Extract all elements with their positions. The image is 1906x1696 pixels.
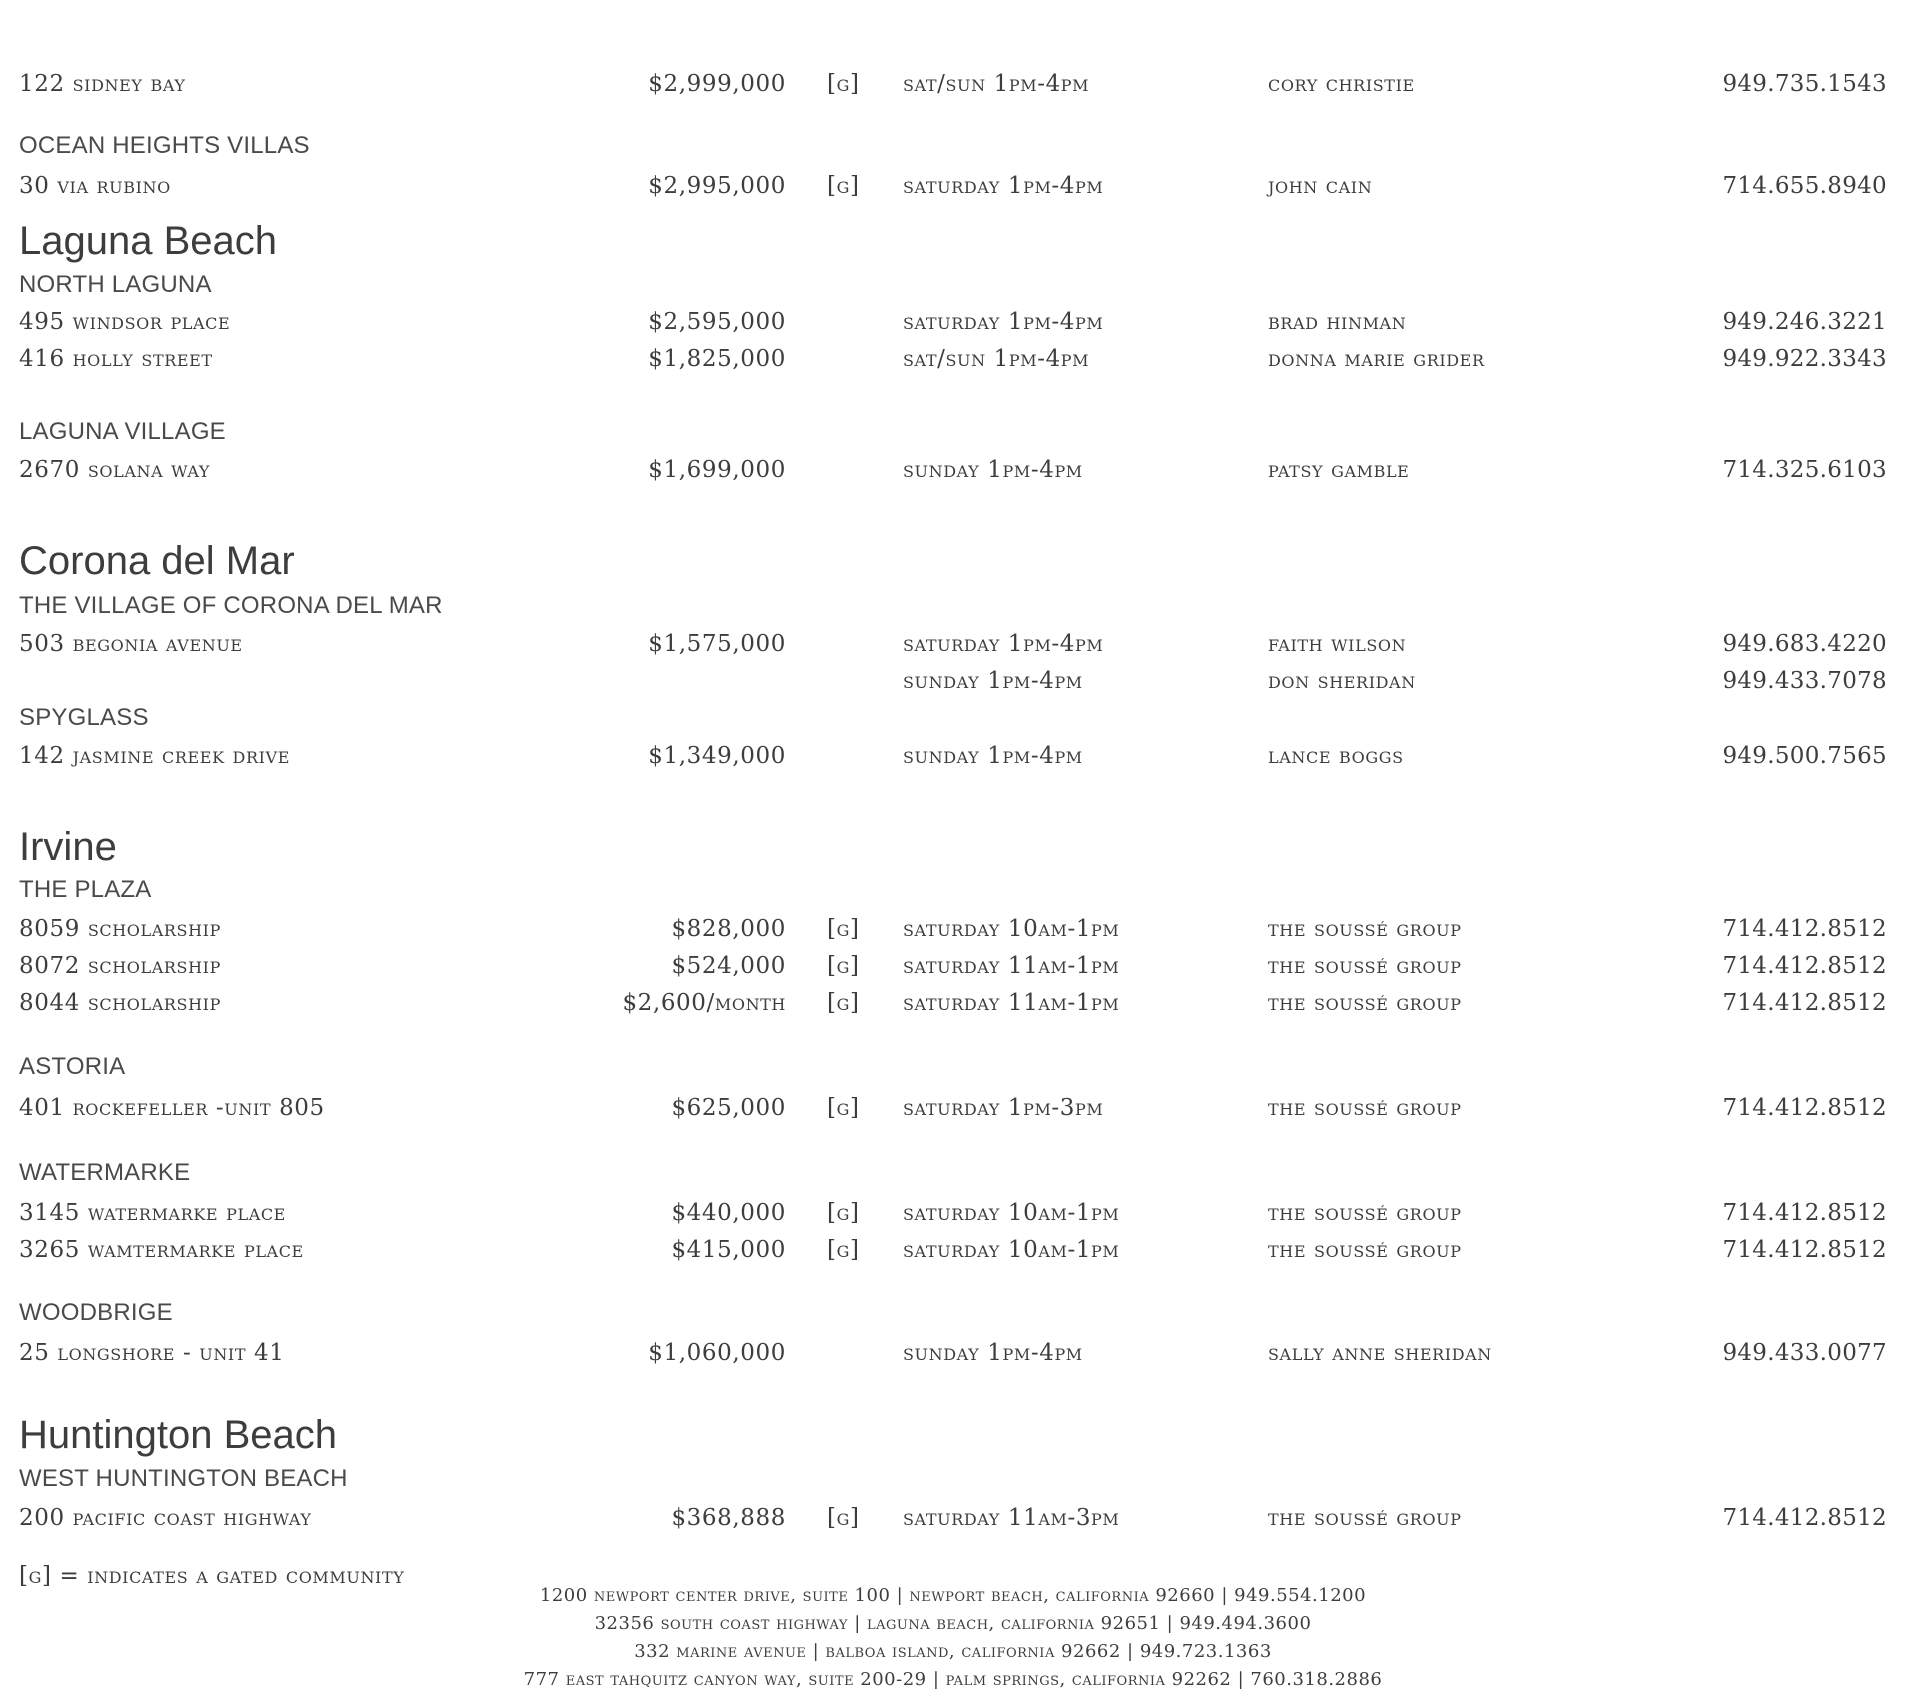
open-house-time: sunday 1pm-4pm xyxy=(903,457,1083,483)
listing-row xyxy=(0,946,1906,986)
listing-address: 503 begonia avenue xyxy=(19,631,243,657)
agent-phone: 949.500.7565 xyxy=(1722,743,1887,769)
agent-name: the soussé group xyxy=(1268,1095,1462,1121)
listing-row xyxy=(0,624,1906,664)
open-house-time: saturday 11am-1pm xyxy=(903,990,1120,1016)
neighborhood-label: WATERMARKE xyxy=(19,1159,191,1186)
agent-phone: 714.412.8512 xyxy=(1722,953,1887,979)
listing-row xyxy=(0,661,1906,701)
listing-row xyxy=(0,450,1906,490)
listing-row xyxy=(0,1193,1906,1233)
agent-phone: 949.433.7078 xyxy=(1722,668,1887,694)
agent-phone: 714.655.8940 xyxy=(1722,173,1887,199)
city-heading: Irvine xyxy=(19,825,117,869)
neighborhood-label: OCEAN HEIGHTS VILLAS xyxy=(19,132,310,159)
open-house-time: saturday 10am-1pm xyxy=(903,1237,1120,1263)
listing-address: 416 holly street xyxy=(19,346,213,372)
neighborhood-label: ASTORIA xyxy=(19,1053,126,1080)
open-house-time: sunday 1pm-4pm xyxy=(903,1340,1083,1366)
listing-address: 495 windsor place xyxy=(19,309,231,335)
open-house-time: sunday 1pm-4pm xyxy=(903,668,1083,694)
listing-row xyxy=(0,64,1906,104)
open-house-time: saturday 11am-3pm xyxy=(903,1505,1120,1531)
listing-address: 8072 scholarship xyxy=(19,953,221,979)
open-house-time: saturday 11am-1pm xyxy=(903,953,1120,979)
agent-phone: 714.412.8512 xyxy=(1722,1505,1887,1531)
agent-phone: 714.412.8512 xyxy=(1722,990,1887,1016)
agent-name: brad hinman xyxy=(1268,309,1407,335)
listing-row xyxy=(0,302,1906,342)
agent-phone: 714.325.6103 xyxy=(1722,457,1887,483)
open-house-time: saturday 10am-1pm xyxy=(903,1200,1120,1226)
agent-name: the soussé group xyxy=(1268,1237,1462,1263)
listing-price: $524,000 xyxy=(671,953,786,979)
city-heading: Laguna Beach xyxy=(19,219,278,263)
gated-marker: [g] xyxy=(827,1505,860,1531)
agent-phone: 949.246.3221 xyxy=(1722,309,1887,335)
listing-row xyxy=(0,339,1906,379)
listing-address: 30 via rubino xyxy=(19,173,171,199)
listing-address: 25 longshore - unit 41 xyxy=(19,1340,285,1366)
open-house-time: sunday 1pm-4pm xyxy=(903,743,1083,769)
agent-phone: 949.735.1543 xyxy=(1722,71,1887,97)
listing-address: 3265 wamtermarke place xyxy=(19,1237,304,1263)
listing-row xyxy=(0,983,1906,1023)
listing-price: $625,000 xyxy=(671,1095,786,1121)
office-address-line: 1200 newport center drive, suite 100 | newport beach, california 92660 | 949.554.1200 xyxy=(539,1585,1367,1606)
city-heading: Huntington Beach xyxy=(19,1413,338,1457)
office-address-line: 32356 south coast highway | laguna beach, california 92651 | 949.494.3600 xyxy=(594,1613,1312,1634)
agent-phone: 949.683.4220 xyxy=(1722,631,1887,657)
listing-row xyxy=(0,1498,1906,1538)
agent-phone: 949.922.3343 xyxy=(1722,346,1887,372)
open-house-time: sat/sun 1pm-4pm xyxy=(903,346,1090,372)
neighborhood-label: NORTH LAGUNA xyxy=(19,271,212,298)
open-house-time: sat/sun 1pm-4pm xyxy=(903,71,1090,97)
listing-price: $2,995,000 xyxy=(648,173,786,199)
gated-legend: [g] = indicates a gated community xyxy=(19,1563,405,1589)
city-heading: Corona del Mar xyxy=(19,539,295,583)
listing-price: $828,000 xyxy=(671,916,786,942)
agent-name: don sheridan xyxy=(1268,668,1416,694)
listing-price: $2,999,000 xyxy=(648,71,786,97)
listing-price: $2,595,000 xyxy=(648,309,786,335)
agent-name: donna marie grider xyxy=(1268,346,1485,372)
open-house-time: saturday 10am-1pm xyxy=(903,916,1120,942)
agent-name: lance boggs xyxy=(1268,743,1404,769)
agent-phone: 949.433.0077 xyxy=(1722,1340,1887,1366)
agent-phone: 714.412.8512 xyxy=(1722,916,1887,942)
listing-row xyxy=(0,1230,1906,1270)
gated-marker: [g] xyxy=(827,1095,860,1121)
listing-row xyxy=(0,1088,1906,1128)
open-house-time: saturday 1pm-4pm xyxy=(903,173,1104,199)
listing-price: $1,575,000 xyxy=(648,631,786,657)
agent-name: the soussé group xyxy=(1268,953,1462,979)
listing-price: $415,000 xyxy=(671,1237,786,1263)
agent-name: sally anne sheridan xyxy=(1268,1340,1492,1366)
listing-address: 200 pacific coast highway xyxy=(19,1505,312,1531)
agent-name: the soussé group xyxy=(1268,1200,1462,1226)
listing-address: 401 rockefeller -unit 805 xyxy=(19,1095,325,1121)
listing-row xyxy=(0,1333,1906,1373)
listing-address: 8059 scholarship xyxy=(19,916,221,942)
open-house-time: saturday 1pm-3pm xyxy=(903,1095,1104,1121)
gated-marker: [g] xyxy=(827,953,860,979)
agent-name: the soussé group xyxy=(1268,990,1462,1016)
agent-name: cory christie xyxy=(1268,71,1415,97)
listing-address: 8044 scholarship xyxy=(19,990,221,1016)
agent-phone: 714.412.8512 xyxy=(1722,1095,1887,1121)
listing-row xyxy=(0,909,1906,949)
agent-name: john cain xyxy=(1268,173,1373,199)
agent-phone: 714.412.8512 xyxy=(1722,1237,1887,1263)
listing-price: $1,699,000 xyxy=(648,457,786,483)
gated-marker: [g] xyxy=(827,916,860,942)
listing-address: 142 jasmine creek drive xyxy=(19,743,290,769)
listing-price: $368,888 xyxy=(671,1505,786,1531)
listing-price: $2,600/month xyxy=(622,990,786,1016)
office-address-line: 777 east tahquitz canyon way, suite 200-29 | palm springs, california 92262 | 760.318.2886 xyxy=(523,1669,1383,1690)
neighborhood-label: SPYGLASS xyxy=(19,704,149,731)
listing-price: $1,349,000 xyxy=(648,743,786,769)
agent-name: the soussé group xyxy=(1268,1505,1462,1531)
gated-marker: [g] xyxy=(827,173,860,199)
open-house-time: saturday 1pm-4pm xyxy=(903,631,1104,657)
gated-marker: [g] xyxy=(827,71,860,97)
agent-name: faith wilson xyxy=(1268,631,1407,657)
neighborhood-label: THE VILLAGE OF CORONA DEL MAR xyxy=(19,592,443,619)
listing-address: 122 sidney bay xyxy=(19,71,186,97)
listing-price: $1,060,000 xyxy=(648,1340,786,1366)
open-house-time: saturday 1pm-4pm xyxy=(903,309,1104,335)
listing-address: 3145 watermarke place xyxy=(19,1200,286,1226)
office-address-line: 332 marine avenue | balboa island, california 92662 | 949.723.1363 xyxy=(634,1641,1272,1662)
gated-marker: [g] xyxy=(827,990,860,1016)
agent-name: patsy gamble xyxy=(1268,457,1410,483)
gated-marker: [g] xyxy=(827,1237,860,1263)
listing-row xyxy=(0,166,1906,206)
neighborhood-label: THE PLAZA xyxy=(19,876,152,903)
listing-row xyxy=(0,736,1906,776)
neighborhood-label: WEST HUNTINGTON BEACH xyxy=(19,1465,348,1492)
neighborhood-label: WOODBRIGE xyxy=(19,1299,173,1326)
gated-marker: [g] xyxy=(827,1200,860,1226)
listing-price: $1,825,000 xyxy=(648,346,786,372)
listing-address: 2670 solana way xyxy=(19,457,211,483)
agent-name: the soussé group xyxy=(1268,916,1462,942)
listing-price: $440,000 xyxy=(671,1200,786,1226)
neighborhood-label: LAGUNA VILLAGE xyxy=(19,418,226,445)
agent-phone: 714.412.8512 xyxy=(1722,1200,1887,1226)
